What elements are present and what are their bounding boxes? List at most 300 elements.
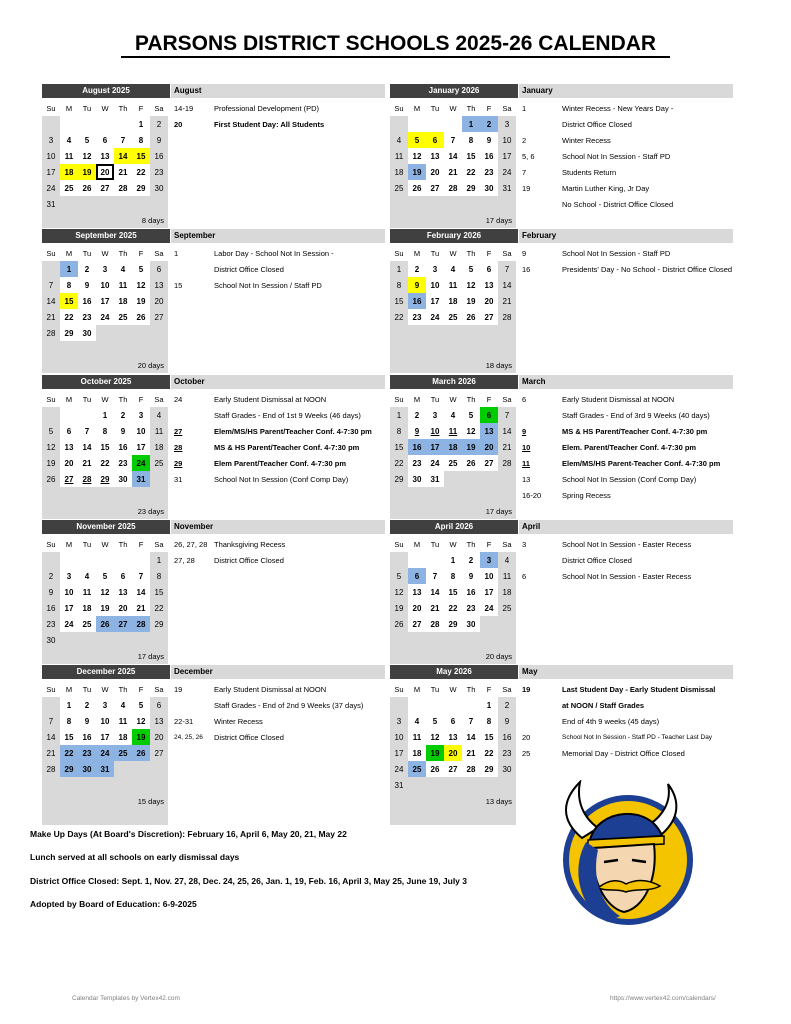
empty-cell <box>132 341 150 357</box>
day-cell: 1 <box>132 116 150 132</box>
event-date: 7 <box>522 167 527 177</box>
empty-cell <box>42 487 60 503</box>
weekday-header: F <box>480 245 498 261</box>
event-date: 31 <box>174 474 183 484</box>
day-cell: 10 <box>42 148 60 164</box>
event-text: Elem/MS/HS Parent-Teacher Conf. 4-7:30 pm <box>562 458 721 468</box>
empty-row <box>390 809 516 825</box>
empty-cell <box>60 777 78 793</box>
event-date: 19 <box>174 684 183 694</box>
empty-cell <box>408 196 426 212</box>
day-cell: 29 <box>60 325 78 341</box>
event-text: School Not In Session (Conf Comp Day) <box>214 474 349 484</box>
day-cell: 24 <box>42 180 60 196</box>
day-cell: 16 <box>42 600 60 616</box>
day-cell: 23 <box>114 455 132 471</box>
day-cell: 13 <box>150 277 168 293</box>
weekday-header: W <box>444 681 462 697</box>
adopted-note: Adopted by Board of Education: 6-9-2025 <box>30 899 197 909</box>
event-row <box>519 552 733 568</box>
day-cell: 3 <box>42 132 60 148</box>
day-cell: 31 <box>96 761 114 777</box>
event-date: 20 <box>174 119 183 129</box>
day-cell: 19 <box>42 455 60 471</box>
school-days-count: 17 days <box>390 503 516 519</box>
empty-cell <box>444 116 462 132</box>
day-cell: 18 <box>498 584 516 600</box>
event-text: Memorial Day - District Office Closed <box>562 748 685 758</box>
day-cell: 4 <box>150 407 168 423</box>
empty-cell <box>480 632 498 648</box>
school-days-count: 18 days <box>390 357 516 373</box>
day-cell: 15 <box>462 148 480 164</box>
event-text: Early Student Dismissal at NOON <box>562 394 675 404</box>
empty-cell <box>444 487 462 503</box>
day-cell: 17 <box>96 293 114 309</box>
month-events-apr <box>519 520 733 584</box>
day-cell: 30 <box>498 761 516 777</box>
empty-cell <box>462 632 480 648</box>
month-calendar-dec <box>42 665 170 825</box>
day-cell: 19 <box>96 600 114 616</box>
day-cell: 16 <box>78 729 96 745</box>
day-cell: 18 <box>444 439 462 455</box>
event-row <box>171 697 385 713</box>
day-cell: 12 <box>132 277 150 293</box>
day-cell: 13 <box>150 713 168 729</box>
weekday-header: F <box>132 681 150 697</box>
day-cell: 29 <box>390 471 408 487</box>
empty-cell <box>132 777 150 793</box>
day-cell: 24 <box>498 164 516 180</box>
day-cell: 3 <box>96 261 114 277</box>
event-text: District Office Closed <box>214 264 284 274</box>
day-cell: 1 <box>60 697 78 713</box>
day-cell: 8 <box>480 713 498 729</box>
empty-cell <box>498 341 516 357</box>
day-cell: 24 <box>426 309 444 325</box>
event-text: Winter Recess - New Years Day - <box>562 103 674 113</box>
event-row <box>171 471 385 487</box>
event-date: 11 <box>522 458 530 468</box>
empty-cell <box>426 777 444 793</box>
month-events-nov <box>171 520 385 568</box>
empty-cell <box>78 632 96 648</box>
day-cell: 6 <box>114 568 132 584</box>
weekday-header: M <box>60 536 78 552</box>
day-cell: 23 <box>78 309 96 325</box>
weekday-header: Sa <box>150 681 168 697</box>
day-cell: 17 <box>96 729 114 745</box>
day-cell: 18 <box>78 600 96 616</box>
day-cell: 3 <box>426 261 444 277</box>
event-row <box>519 132 733 148</box>
day-cell: 9 <box>498 713 516 729</box>
day-cell: 3 <box>96 697 114 713</box>
viking-mascot-logo <box>550 780 698 928</box>
weekday-header: Sa <box>498 391 516 407</box>
event-date: 27, 28 <box>174 555 195 565</box>
month-calendar-aug <box>42 84 170 228</box>
day-cell: 23 <box>498 745 516 761</box>
events-header: August <box>171 84 385 98</box>
day-cell: 11 <box>498 568 516 584</box>
weekday-header: W <box>444 536 462 552</box>
day-cell: 27 <box>426 180 444 196</box>
day-cell: 6 <box>480 261 498 277</box>
empty-cell <box>480 777 498 793</box>
day-cell: 20 <box>96 164 114 180</box>
empty-cell <box>150 632 168 648</box>
month-calendar-mar <box>390 375 518 519</box>
weekday-header: Th <box>114 100 132 116</box>
day-cell: 12 <box>462 277 480 293</box>
day-grid <box>390 100 518 228</box>
day-cell: 6 <box>408 568 426 584</box>
day-cell: 24 <box>96 309 114 325</box>
day-cell: 10 <box>480 568 498 584</box>
month-events-mar <box>519 375 733 503</box>
day-cell: 4 <box>78 568 96 584</box>
weekday-header: Th <box>462 391 480 407</box>
event-row <box>519 423 733 439</box>
weekday-header: Su <box>42 100 60 116</box>
empty-cell <box>132 196 150 212</box>
day-cell: 15 <box>150 584 168 600</box>
day-cell: 2 <box>462 552 480 568</box>
event-row <box>171 439 385 455</box>
day-cell: 25 <box>390 180 408 196</box>
day-cell: 16 <box>408 439 426 455</box>
empty-cell <box>480 341 498 357</box>
month-events-feb <box>519 229 733 277</box>
day-cell: 26 <box>132 309 150 325</box>
event-text: School Not In Session - Staff PD <box>562 151 671 161</box>
event-date: 10 <box>522 442 531 452</box>
day-cell: 13 <box>60 439 78 455</box>
day-cell: 24 <box>390 761 408 777</box>
month-calendar-feb <box>390 229 518 373</box>
day-cell: 8 <box>132 132 150 148</box>
month-title: May 2026 <box>390 665 518 679</box>
empty-cell <box>498 325 516 341</box>
event-text: End of 4th 9 weeks (45 days) <box>562 716 660 726</box>
day-cell: 14 <box>462 729 480 745</box>
empty-cell <box>114 341 132 357</box>
month-title: December 2025 <box>42 665 170 679</box>
weekday-header: M <box>408 391 426 407</box>
weekday-header: M <box>60 681 78 697</box>
day-cell: 31 <box>426 471 444 487</box>
day-cell: 16 <box>114 439 132 455</box>
event-text: School Not In Session - Easter Recess <box>562 571 692 581</box>
empty-cell <box>60 116 78 132</box>
day-grid <box>42 245 170 373</box>
event-date: 1 <box>522 103 527 113</box>
event-text: Early Student Dismissal at NOON <box>214 684 327 694</box>
weekday-header: Th <box>114 536 132 552</box>
day-cell: 12 <box>78 148 96 164</box>
day-cell: 9 <box>408 423 426 439</box>
empty-cell <box>408 487 426 503</box>
weekday-header: Sa <box>150 536 168 552</box>
day-cell: 25 <box>498 600 516 616</box>
makeup-days-note: Make Up Days (At Board's Discretion): February 16, April 6, May 20, 21, May 22 <box>30 829 347 839</box>
day-cell: 22 <box>444 600 462 616</box>
day-cell: 29 <box>480 761 498 777</box>
day-cell: 12 <box>42 439 60 455</box>
event-row <box>171 423 385 439</box>
day-cell: 14 <box>42 729 60 745</box>
event-row <box>519 745 733 761</box>
day-cell: 12 <box>426 729 444 745</box>
day-cell: 28 <box>78 471 96 487</box>
day-cell: 24 <box>480 600 498 616</box>
empty-cell <box>42 407 60 423</box>
day-cell: 21 <box>114 164 132 180</box>
day-cell: 24 <box>132 455 150 471</box>
day-cell: 26 <box>462 309 480 325</box>
day-cell: 15 <box>480 729 498 745</box>
day-cell: 18 <box>408 745 426 761</box>
day-cell: 18 <box>444 293 462 309</box>
day-cell: 5 <box>96 568 114 584</box>
event-row <box>519 455 733 471</box>
day-cell: 9 <box>150 132 168 148</box>
day-cell: 30 <box>78 761 96 777</box>
school-days-count: 13 days <box>390 793 516 809</box>
event-date: 6 <box>522 394 527 404</box>
events-header: February <box>519 229 733 243</box>
empty-cell <box>96 196 114 212</box>
day-cell: 5 <box>462 407 480 423</box>
event-date: 16 <box>522 264 531 274</box>
event-date: 19 <box>522 684 531 694</box>
day-cell: 23 <box>462 600 480 616</box>
day-cell: 19 <box>132 293 150 309</box>
empty-cell <box>78 341 96 357</box>
day-cell: 11 <box>150 423 168 439</box>
day-cell: 18 <box>60 164 78 180</box>
event-date: 9 <box>522 426 527 436</box>
weekday-header: Sa <box>498 100 516 116</box>
event-text: MS & HS Parent/Teacher Conf. 4-7:30 pm <box>562 426 708 436</box>
day-cell: 21 <box>78 455 96 471</box>
day-cell: 6 <box>426 132 444 148</box>
day-cell: 27 <box>480 309 498 325</box>
day-cell: 31 <box>498 180 516 196</box>
day-cell: 17 <box>132 439 150 455</box>
day-cell: 19 <box>462 439 480 455</box>
weekday-header: W <box>96 536 114 552</box>
empty-cell <box>114 116 132 132</box>
day-cell: 12 <box>390 584 408 600</box>
empty-cell <box>60 341 78 357</box>
empty-cell <box>114 196 132 212</box>
day-cell: 10 <box>60 584 78 600</box>
day-grid <box>390 536 518 664</box>
day-cell: 1 <box>96 407 114 423</box>
day-cell: 21 <box>462 745 480 761</box>
empty-cell <box>390 487 408 503</box>
empty-cell <box>498 632 516 648</box>
day-cell: 14 <box>114 148 132 164</box>
day-cell: 22 <box>150 600 168 616</box>
page-title: PARSONS DISTRICT SCHOOLS 2025-26 CALENDAR <box>0 32 791 56</box>
day-cell: 6 <box>96 132 114 148</box>
day-cell: 1 <box>390 261 408 277</box>
event-row <box>171 407 385 423</box>
empty-cell <box>60 196 78 212</box>
event-row <box>519 148 733 164</box>
event-text: Elem Parent/Teacher Conf. 4-7:30 pm <box>214 458 346 468</box>
day-cell: 8 <box>150 568 168 584</box>
day-cell: 4 <box>390 132 408 148</box>
day-cell: 31 <box>132 471 150 487</box>
footer-right: https://www.vertex42.com/calendars/ <box>610 995 716 1002</box>
event-row <box>171 681 385 697</box>
empty-cell <box>480 325 498 341</box>
event-row <box>519 391 733 407</box>
day-cell: 2 <box>78 261 96 277</box>
empty-cell <box>462 196 480 212</box>
day-cell: 14 <box>132 584 150 600</box>
event-text: School Not In Session / Staff PD <box>214 280 322 290</box>
empty-cell <box>390 325 408 341</box>
empty-cell <box>426 116 444 132</box>
weekday-header: Su <box>42 681 60 697</box>
month-events-oct <box>171 375 385 487</box>
day-cell: 16 <box>498 729 516 745</box>
month-title: February 2026 <box>390 229 518 243</box>
event-row <box>519 729 733 745</box>
weekday-header: M <box>408 681 426 697</box>
event-date: 1 <box>174 248 179 258</box>
school-days-count: 17 days <box>390 212 516 228</box>
event-date: 9 <box>522 248 527 258</box>
day-cell: 8 <box>444 568 462 584</box>
day-cell: 7 <box>78 423 96 439</box>
day-cell: 13 <box>480 423 498 439</box>
event-text: School Not In Session - Staff PD - Teacher Last Day <box>562 733 713 741</box>
day-cell: 22 <box>96 455 114 471</box>
empty-cell <box>96 325 114 341</box>
event-row <box>519 164 733 180</box>
school-days-count: 17 days <box>42 648 168 664</box>
empty-cell <box>78 407 96 423</box>
weekday-header: W <box>444 100 462 116</box>
day-cell: 28 <box>114 180 132 196</box>
event-text: Elem/MS/HS Parent/Teacher Conf. 4-7:30 pm <box>214 426 372 436</box>
weekday-header: M <box>60 245 78 261</box>
weekday-header: W <box>96 245 114 261</box>
day-cell: 23 <box>150 164 168 180</box>
day-cell: 4 <box>408 713 426 729</box>
day-cell: 4 <box>114 697 132 713</box>
event-row <box>171 277 385 293</box>
month-events-jan <box>519 84 733 212</box>
day-cell: 19 <box>390 600 408 616</box>
empty-cell <box>96 341 114 357</box>
day-cell: 4 <box>498 552 516 568</box>
empty-cell <box>444 341 462 357</box>
empty-cell <box>498 487 516 503</box>
day-cell: 7 <box>498 261 516 277</box>
event-date: 3 <box>522 539 527 549</box>
day-cell: 16 <box>462 584 480 600</box>
day-cell: 26 <box>96 616 114 632</box>
event-row <box>171 455 385 471</box>
day-cell: 26 <box>408 180 426 196</box>
weekday-header: M <box>60 100 78 116</box>
event-text: Elem. Parent/Teacher Conf. 4-7:30 pm <box>562 442 697 452</box>
day-cell: 11 <box>78 584 96 600</box>
day-cell: 13 <box>444 729 462 745</box>
empty-cell <box>96 632 114 648</box>
day-cell: 20 <box>444 745 462 761</box>
day-cell: 19 <box>426 745 444 761</box>
day-cell: 5 <box>426 713 444 729</box>
event-date: 16-20 <box>522 490 542 500</box>
day-cell: 29 <box>96 471 114 487</box>
day-cell: 27 <box>150 745 168 761</box>
day-cell: 14 <box>498 277 516 293</box>
day-cell: 30 <box>114 471 132 487</box>
weekday-header: Tu <box>426 536 444 552</box>
event-text: District Office Closed <box>562 555 632 565</box>
empty-cell <box>150 761 168 777</box>
office-closed-note: District Office Closed: Sept. 1, Nov. 27, 28, Dec. 24, 25, 26, Jan. 1, 19, Feb. 16, April 3, May 25, June 19, July 3 <box>30 876 467 886</box>
event-date: 19 <box>522 183 531 193</box>
event-row <box>171 261 385 277</box>
weekday-header: M <box>408 100 426 116</box>
event-row <box>171 536 385 552</box>
day-cell: 21 <box>42 309 60 325</box>
weekday-header: M <box>408 536 426 552</box>
month-calendar-sep <box>42 229 170 373</box>
day-cell: 13 <box>480 277 498 293</box>
empty-cell <box>132 552 150 568</box>
month-events-aug <box>171 84 385 132</box>
day-cell: 19 <box>462 293 480 309</box>
day-cell: 12 <box>462 423 480 439</box>
day-cell: 1 <box>444 552 462 568</box>
empty-cell <box>426 487 444 503</box>
empty-cell <box>498 471 516 487</box>
day-cell: 17 <box>426 439 444 455</box>
empty-cell <box>390 341 408 357</box>
weekday-header: F <box>480 681 498 697</box>
empty-cell <box>150 777 168 793</box>
event-row <box>171 729 385 745</box>
event-date: 5, 6 <box>522 151 535 161</box>
weekday-header: Th <box>462 681 480 697</box>
event-text: Winter Recess <box>214 716 263 726</box>
event-row <box>519 180 733 196</box>
day-cell: 18 <box>390 164 408 180</box>
day-cell: 6 <box>444 713 462 729</box>
day-cell: 25 <box>444 309 462 325</box>
day-cell: 2 <box>408 407 426 423</box>
event-text: Thanksgiving Recess <box>214 539 286 549</box>
empty-cell <box>132 325 150 341</box>
empty-cell <box>462 697 480 713</box>
event-row <box>519 196 733 212</box>
day-cell: 29 <box>444 616 462 632</box>
empty-cell <box>408 116 426 132</box>
day-cell: 7 <box>426 568 444 584</box>
empty-cell <box>426 697 444 713</box>
